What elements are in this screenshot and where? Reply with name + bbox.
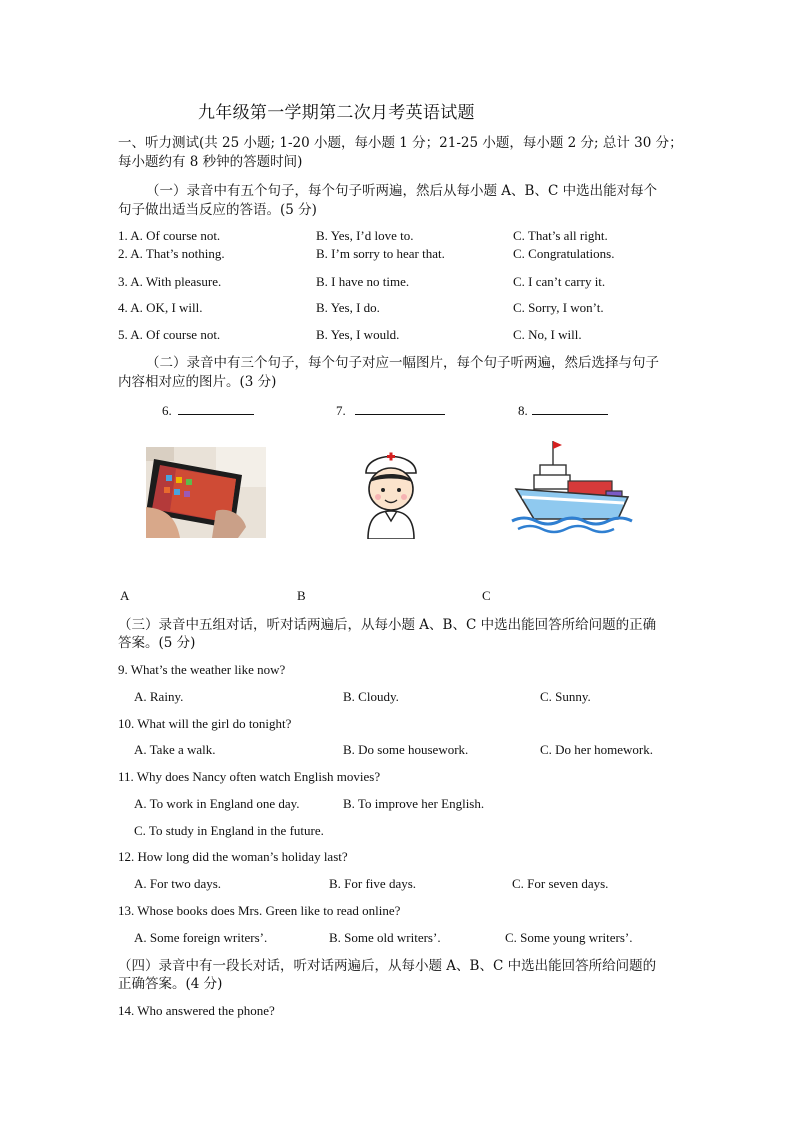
sec2-instruction-line2: 内容相对应的图片。(3 分): [118, 374, 277, 390]
q5-option-a: 5. A. Of course not.: [118, 327, 221, 342]
q5-option-c: C. No, I will.: [513, 327, 582, 342]
part1-heading-line2: 每小题约有 8 秒钟的答题时间): [118, 154, 303, 170]
q11-question: 11. Why does Nancy often watch English movies?: [118, 769, 381, 784]
q14-question: 14. Who answered the phone?: [118, 1003, 275, 1018]
q1-option-a: 1. A. Of course not.: [118, 228, 221, 243]
q7-number: 7.: [336, 403, 346, 418]
q9-option-a: A. Rainy.: [134, 689, 184, 704]
ship-picture: [510, 437, 640, 539]
q9-option-b: B. Cloudy.: [343, 689, 399, 704]
q6-blank: [162, 401, 254, 419]
q11-option-b: B. To improve her English.: [343, 796, 485, 811]
sec3-instruction-line2: 答案。(5 分): [118, 635, 196, 651]
q6-number: 6.: [162, 403, 172, 418]
q2-option-a: 2. A. That’s nothing.: [118, 246, 225, 261]
q3-option-c: C. I can’t carry it.: [513, 274, 606, 289]
q1-option-c: C. That’s all right.: [513, 228, 608, 243]
q2-option-c: C. Congratulations.: [513, 246, 615, 261]
q5-option-b: B. Yes, I would.: [316, 327, 400, 342]
sec1-instruction-line2: 句子做出适当反应的答语。(5 分): [118, 202, 317, 218]
sec1-instruction-line1: （一）录音中有五个句子，每个句子听两遍，然后从每小题 A、B、C 中选出能对每个: [146, 183, 658, 199]
q10-option-a: A. Take a walk.: [134, 742, 216, 757]
page-title: 九年级第一学期第二次月考英语试题: [198, 103, 475, 123]
q8-blank: [518, 401, 608, 419]
q4-option-c: C. Sorry, I won’t.: [513, 300, 604, 315]
q9-option-c: C. Sunny.: [540, 689, 591, 704]
q12-option-c: C. For seven days.: [512, 876, 609, 891]
q10-option-c: C. Do her homework.: [540, 742, 654, 757]
q4-option-b: B. Yes, I do.: [316, 300, 380, 315]
q13-option-b: B. Some old writers’.: [329, 930, 441, 945]
sec4-instruction-line2: 正确答案。(4 分): [118, 976, 223, 992]
q11-option-c: C. To study in England in the future.: [134, 823, 324, 838]
sec2-instruction-line1: （二）录音中有三个句子，每个句子对应一幅图片，每个句子听两遍，然后选择与句子: [146, 355, 659, 371]
q9-question: 9. What’s the weather like now?: [118, 662, 286, 677]
q12-option-b: B. For five days.: [329, 876, 417, 891]
q13-option-a: A. Some foreign writers’.: [134, 930, 268, 945]
q11-option-a: A. To work in England one day.: [134, 796, 300, 811]
picture-label-a: A: [120, 588, 130, 603]
q12-option-a: A. For two days.: [134, 876, 222, 891]
picture-label-b: B: [297, 588, 306, 603]
q8-answer-line[interactable]: [532, 401, 608, 415]
q6-answer-line[interactable]: [178, 401, 254, 415]
q13-question: 13. Whose books does Mrs. Green like to read online?: [118, 903, 401, 918]
q10-question: 10. What will the girl do tonight?: [118, 716, 292, 731]
q3-option-a: 3. A. With pleasure.: [118, 274, 222, 289]
q13-option-c: C. Some young writers’.: [505, 930, 633, 945]
q12-question: 12. How long did the woman’s holiday last?: [118, 849, 348, 864]
q1-option-b: B. Yes, I’d love to.: [316, 228, 414, 243]
part1-heading-line1: 一、听力测试(共 25 小题; 1-20 小题，每小题 1 分；21-25 小题，每小题 2 分; 总计 30 分；: [118, 135, 683, 151]
q8-number: 8.: [518, 403, 528, 418]
q2-option-b: B. I’m sorry to hear that.: [316, 246, 445, 261]
sec4-instruction-line1: （四）录音中有一段长对话，听对话两遍后，从每小题 A、B、C 中选出能回答所给问题的: [118, 958, 657, 974]
q7-blank: [336, 401, 445, 419]
q4-option-a: 4. A. OK, I will.: [118, 300, 203, 315]
nurse-picture: [356, 443, 426, 539]
picture-label-c: C: [482, 588, 491, 603]
q7-answer-line[interactable]: [355, 401, 445, 415]
q10-option-b: B. Do some housework.: [343, 742, 469, 757]
phone-picture: [146, 447, 266, 538]
sec3-instruction-line1: （三）录音中五组对话，听对话两遍后，从每小题 A、B、C 中选出能回答所给问题的正确: [118, 617, 657, 633]
q3-option-b: B. I have no time.: [316, 274, 410, 289]
